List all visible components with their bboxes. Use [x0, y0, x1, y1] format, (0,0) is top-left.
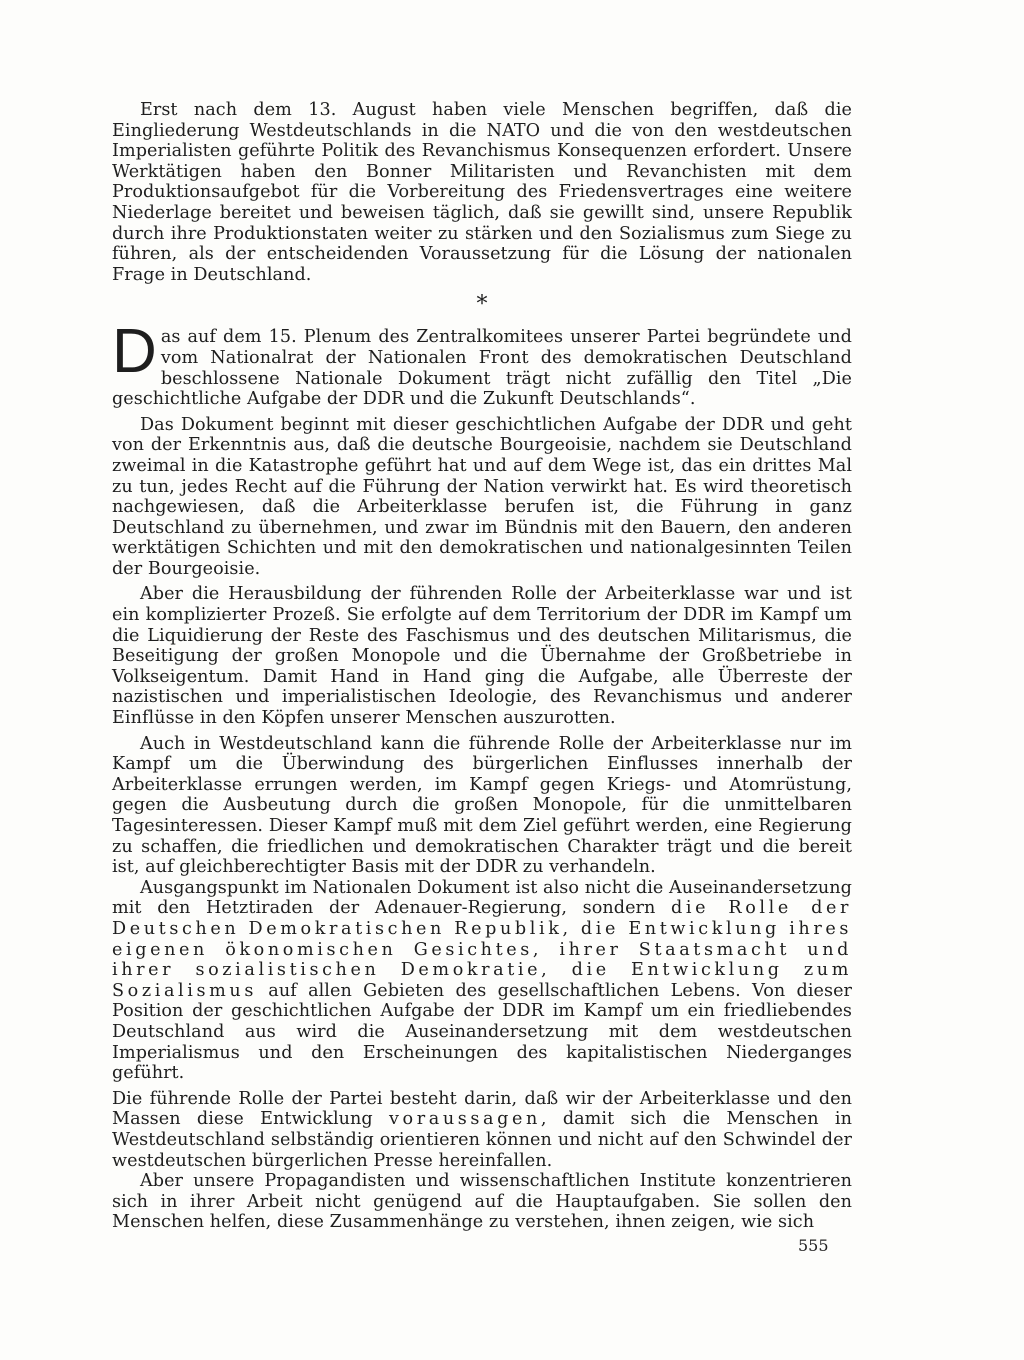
paragraph-7-emphasis: voraussagen: [388, 1109, 541, 1130]
paragraph-6-emphasis: die Rolle der Deutschen Demokratischen Republik, die Entwicklung ihres eigenen ökonomischen Gesichtes, ihrer Staatsmacht und ihrer sozialistischen Demokratie, die Entwicklung zum Sozialismus: [112, 898, 852, 1001]
page-number: 555: [798, 1236, 829, 1255]
paragraph-6: [112, 878, 852, 1084]
paragraph-5: Auch in Westdeutschland kann die führende Rolle der Arbeiterklasse nur im Kampf um die Überwindung des bürgerlichen Einflusses innerhalb der Arbeiterklasse errungen werden, im Kampf gegen Kriegs- und Atomrüstung, gegen die Ausbeutung durch die großen Monopole, für die unmittelbaren Tagesinteressen. Dieser Kampf muß mit dem Ziel geführt werden, eine Regierung zu schaffen, die friedlichen und demokratischen Charakter trägt und die bereit ist, auf gleichberechtigter Basis mit der DDR zu verhandeln.: [112, 733, 852, 878]
paragraph-7-start: Die führende Rolle der Partei besteht darin, daß wir der Arbeiterklasse und den Massen diese Entwicklung: [112, 1088, 852, 1130]
paragraph-7: [112, 1089, 852, 1171]
paragraph-3: Das Dokument beginnt mit dieser geschichtlichen Aufgabe der DDR und geht von der Erkenntnis aus, daß die deutsche Bourgeoisie, nachdem sie Deutschland zweimal in die Katastrophe geführt hat und auf dem Wege ist, das ein drittes Mal zu tun, jedes Recht auf die Führung der Nation verwirkt hat. Es wird theoretisch nachgewiesen, daß die Arbeiterklasse berufen ist, die Führung in ganz Deutschland zu übernehmen, und zwar im Bündnis mit den Bauern, den anderen werktätigen Schichten und mit den demokratischen und nationalgesinnten Teilen der Bourgeoisie.: [112, 414, 852, 579]
paragraph-6-end: auf allen Gebieten des gesellschaftlichen Lebens. Von dieser Position der geschichtlichen Aufgabe der DDR im Kampf um ein friedliebendes Deutschland aus wird die Auseinandersetzung mit dem westdeutschen Imperialismus und den Erscheinungen des kapitalistischen Niederganges geführt.: [112, 980, 852, 1084]
paragraph-2-dropcap: Das auf dem 15. Plenum des Zentralkomitees unserer Partei begründete und vom Nationalrat der Nationalen Front des demokratischen Deutschland beschlossene Nationale Dokument trägt nicht zufällig den Titel „Die geschichtliche Aufgabe der DDR und die Zukunft Deutschlands“.: [112, 317, 852, 410]
paragraph-8: Aber unsere Propagandisten und wissenschaftlichen Institute konzentrieren sich in ihrer Arbeit nicht genügend auf die Hauptaufgaben. Sie sollen den Menschen helfen, diese Zusammenhänge zu verstehen, ihnen zeigen, wie sich: [112, 1171, 852, 1233]
body-text: [112, 100, 852, 1233]
paragraph-6-start: Ausgangspunkt im Nationalen Dokument ist also nicht die Auseinandersetzung mit den Hetztiraden der Adenauer-Regierung, sondern: [112, 877, 852, 919]
paragraph-7-end: , damit sich die Menschen in Westdeutschland selbständig orientieren können und nicht auf den Schwindel der westdeutschen bürgerlichen Presse hereinfallen.: [112, 1109, 852, 1171]
paragraph-4: Aber die Herausbildung der führenden Rolle der Arbeiterklasse war und ist ein komplizierter Prozeß. Sie erfolgte auf dem Territorium der DDR im Kampf um die Liquidierung der Reste des Faschismus und des deutschen Militarismus, die Beseitigung der großen Monopole und die Übernahme der Großbetriebe in Volkseigentum. Damit Hand in Hand ging die Aufgabe, alle Überreste der nazistischen und imperialistischen Ideologie, des Revanchismus und anderer Einflüsse in den Köpfen unserer Menschen auszurotten.: [112, 584, 852, 729]
section-separator-asterisk: *: [476, 292, 488, 318]
paragraph-1: Erst nach dem 13. August haben viele Menschen begriffen, daß die Eingliederung Westdeutschlands in die NATO und die von den westdeutschen Imperialisten geführte Politik des Revanchismus Konsequenzen erfordert. Unsere Werktätigen haben den Bonner Militaristen und Revanchisten mit dem Produktionsaufgebot für die Vorbereitung des Friedensvertrages eine weitere Niederlage bereitet und beweisen täglich, daß sie gewillt sind, unsere Republik durch ihre Produktionstaten weiter zu stärken und den Sozialismus zum Siege zu führen, als der entscheidenden Voraussetzung für die Lösung der nationalen Frage in Deutschland.: [112, 100, 852, 285]
